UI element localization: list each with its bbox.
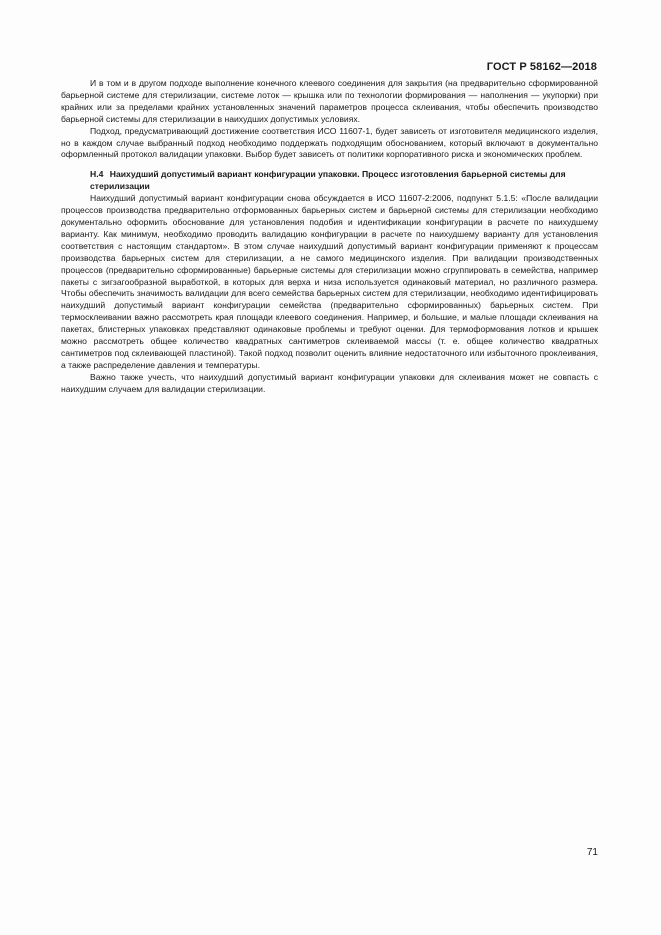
paragraph: И в том и в другом подходе выполнение конечного клеевого соединения для закрытия (на предварительно сформированной барьерной системе для стерилизации, системе лоток — крышка или по технологии формирования — наполнения — укупорки) при крайних или за пределами крайних установленных значений параметров процесса склеивания, чтобы обеспечить производство барьерной системы для стерилизации в наихудших допустимых условиях.	[61, 78, 598, 124]
section-number: Н.4	[90, 169, 104, 180]
section-heading	[61, 169, 598, 193]
paragraph: Подход, предусматривающий достижение соответствия ИСО 11607-1, будет зависеть от изготовителя медицинского изделия, но в каждом случае выбранный подход необходимо поддержать подходящим обоснованием, который включают в документально оформленный протокол валидации упаковки. Выбор будет зависеть от политики корпоративного риска и экономических проблем.	[61, 125, 598, 160]
standard-code-header: ГОСТ Р 58162—2018	[486, 61, 597, 73]
paragraph: Наихудший допустимый вариант конфигурации снова обсуждается в ИСО 11607-2:2006, подпункт 5.1.5: «После валидации процессов производства предварительно отформованных барьерных систем и барьерной системы для стерилизации необходимо документально оформить обоснование для установления подобия и идентификации конфигурации в расчете по наихудшему варианту. Как минимум, необходимо проводить валидацию конфигурации в расчете по наихудшему варианту для установления соответствия с настоящим стандартом». В этом случае наихудший допустимый вариант конфигурации применяют к процессам производства барьерных систем для стерилизации, а не самого медицинского изделия. При валидации производственных процессов (предварительно сформированные) барьерные системы для стерилизации можно сгруппировать в семейства, например пакеты с зигзагообразной выработкой, в которых для верха и низа используется одинаковый материал, но различного размера. Чтобы обеспечить значимость валидации для всего семейства барьерных систем для стерилизации, необходимо идентифицировать наихудший допустимый вариант конфигурации семейства (предварительно сформированных) барьерных систем. При термосклеивании важно рассмотреть края площади клеевого соединения. Например, и большие, и малые площади склеивания на пакетах, блистерных упаковках представляют одинаковые проблемы и требуют оценки. Для термоформования лотков и крышек можно рассмотреть общее количество квадратных сантиметров склеиваемой массы (т. е. общее количество квадратных сантиметров под склеивающей пластиной). Такой подход позволит оценить влияние недостаточного или избыточного проклеивания, а также распределение давления и температуры.	[61, 193, 598, 370]
page-number: 71	[586, 847, 598, 858]
document-body	[61, 78, 598, 396]
section-title: Наихудший допустимый вариант конфигурации упаковки. Процесс изготовления барьерной системы для стерилизации	[90, 169, 566, 192]
paragraph: Важно также учесть, что наихудший допустимый вариант конфигурации упаковки для склеивания может не совпасть с наихудшим случаем для валидации стерилизации.	[61, 371, 598, 394]
